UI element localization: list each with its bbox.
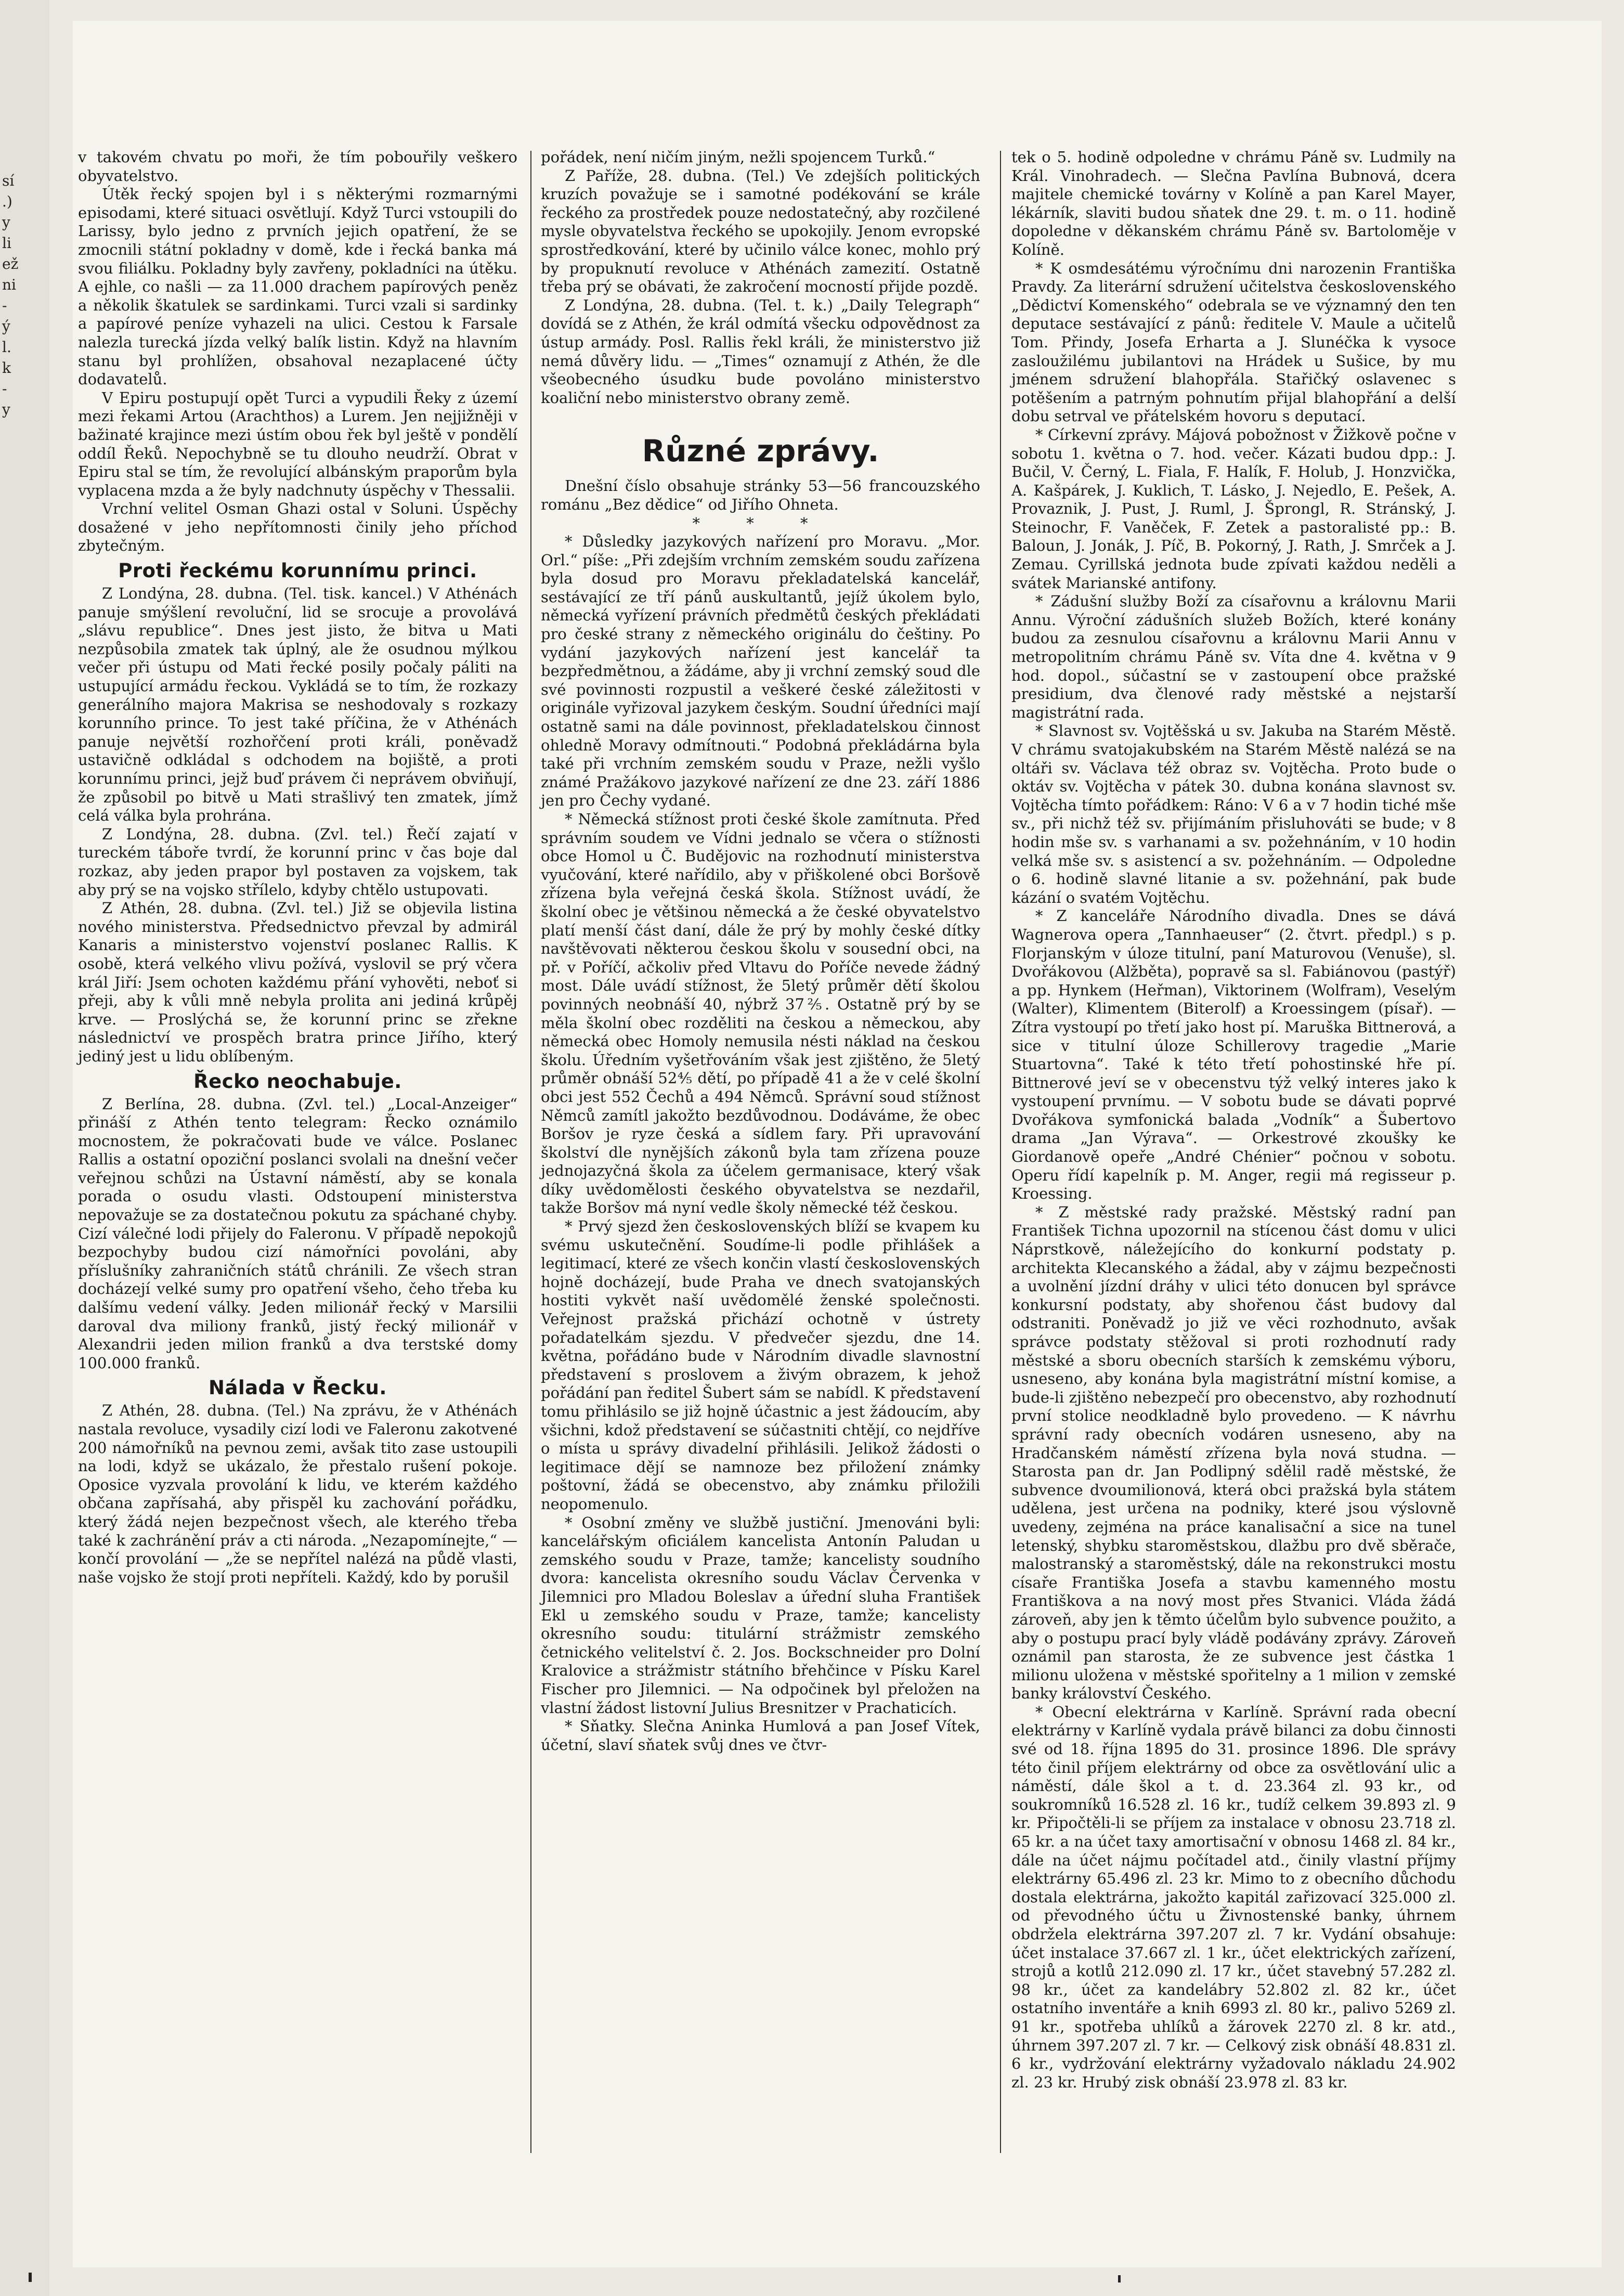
separator-stars: * * *: [692, 514, 829, 532]
margin-fragment: .): [2, 193, 12, 210]
margin-fragment: ni: [2, 276, 16, 293]
margin-fragment: l.: [2, 339, 11, 356]
column-1: [78, 148, 517, 1587]
article-paragraph: * K osmdesátému výročnímu dni narozenin Františka Pravdy. Za literární sdružení učitelstva československého „Dědictví Komenského“ odebrala se ve významný den ten deputace sestávající z pánů: ředitele V. Maule a učitelů Tom. Přindy, Josefa Erharta a J. Slunéčka k vysoce zasloužilému jubilantovi na Hrádek u Sušice, by mu jménem sdružení blahopřála. Stařičký oslavenec s potěšením a patrným pohnutím přijal blahopřání a delší dobu setrval ve přátelském hovoru s deputací.: [1011, 259, 1456, 425]
article-paragraph: Vrchní velitel Osman Ghazi ostal v Soluni. Úspěchy dosažené v jeho nepřítomnosti činily jeho příchod zbytečným.: [78, 500, 517, 555]
article-paragraph: Z Berlína, 28. dubna. (Zvl. tel.) „Local-Anzeiger“ přináší z Athén tento telegram: Řecko oznámilo mocnostem, že pokračovati bude ve válce. Poslanec Rallis a ostatní opoziční poslanci svolali na dnešní večer veřejnou schůzi na Ústavní náměstí, aby se konala porada o osudu vlasti. Odstoupení ministerstva nepovažuje se za dostatečnou pokutu za spáchané chyby. Cizí válečné lodi přijely do Faleronu. V případě nepokojů bezpochyby budou cizí námořníci povoláni, aby příslušníky zahraničních států chránili. Ze všech stran docházejí velké sumy pro opatření všeho, čeho třeba ku dalšímu vedení války. Jeden milionář řecký v Marsilii daroval dva miliony franků, jistý řecký milionář v Alexandrii jeden milion franků a dva terstské domy 100.000 franků.: [78, 1095, 517, 1372]
newspaper-page: [73, 21, 1602, 2267]
margin-fragment: y: [2, 214, 10, 231]
article-paragraph: * Německá stížnost proti české škole zamítnuta. Před správním soudem ve Vídni jednalo se včera o stížnosti obce Homol u Č. Budějovic na rozhodnutí ministerstva vyučování, které nařídilo, aby v přiškolené obci Boršově zřízena byla veřejná česká škola. Stížnost uvádí, že školní obec je většinou německá a že české obyvatelstvo platí menší část daní, dále že prý by mohly české dítky navštěvovati některou českou školu v sousední obci, na př. v Poříčí, ačkoliv před Vltavu do Poříče nevede žádný most. Dále uvádí stížnost, že 5letý průměr dětí školou povinných neobnáší 40, nýbrž 37⅖. Ostatně prý by se měla školní obec rozděliti na českou a německou, aby německá obec Homoly nemusila nésti náklad na českou školu. Úředním vyšetřováním však jest zjištěno, že 5letý průměr obnáší 52⅘ dětí, po případě 41 a že v celé školní obci jest 552 Čechů a 494 Němců. Správní soud stížnost Němců zamítl jakožto bezdůvodnou. Dodáváme, že obec Boršov je ryze česká a sídlem fary. Při upravování školství dle nynějších zákonů byla tam zřízena pouze jednojazyčná škola za účelem germanisace, který však díky uvědomělosti českého obyvatelstva se nezdařil, takže Boršov má nyní vedle školy německé též českou.: [541, 810, 980, 1217]
article-paragraph: Z Londýna, 28. dubna. (Tel. t. k.) „Daily Telegraph“ dovídá se z Athén, že král odmítá všecku odpovědnost za ústup armády. Posl. Rallis řekl králi, že ministerstvo již nemá důvěry lidu. — „Times“ oznamují z Athén, že dle všeobecného úsudku bude povoláno ministerstvo koaliční nebo ministerstvo obrany země.: [541, 296, 980, 407]
column-rule: [530, 151, 531, 2153]
column-rule: [1000, 151, 1001, 2153]
article-paragraph: Útěk řecký spojen byl i s některými rozmarnými episodami, které situaci osvětlují. Když Turci vstoupili do Larissy, bylo jedno z prvních jejich opatření, že se zmocnili státní pokladny v domě, kde i řecká banka má svou filiálku. Pokladny byly zavřeny, pokladníci na útěku. A ejhle, co našli — za 11.000 drachem papírových peněz a několik škatulek se sardinkami. Turci vzali si sardinky a papírové peníze vyhazeli na ulici. Cestou k Farsale nalezla turecká jízda velký balík listin. Když na hlavním stanu byl prohlížen, obsahoval nezaplacené účty dodavatelů.: [78, 185, 517, 388]
margin-fragment: sí: [2, 172, 15, 189]
article-paragraph: V Epiru postupují opět Turci a vypudili Řeky z území mezi řekami Artou (Arachthos) a Lurem. Jen nejjižněji v bažinaté krajince mezi ústím obou řek byl ještě v pondělí oddíl Řeků. Nepochybně se tu dlouho neudrží. Obrat v Epiru stal se tím, že revolující albánským praporům byla vyplacena mzda a že byly nadchnuty úspěchy v Thessalii.: [78, 388, 517, 499]
article-paragraph: * Zádušní služby Boží za císařovnu a královnu Marii Annu. Výroční zádušních služeb Božích, které konány budou za zesnulou císařovnu a královnu Marii Annu v metropolitním chrámu Páně sv. Víta dne 4. května v 9 hod. dopol., súčastní se v zastoupení obce pražské presidium, dva členové rady městské a nejstarší magistrátní rada.: [1011, 592, 1456, 721]
article-paragraph: tek o 5. hodině odpoledne v chrámu Páně sv. Ludmily na Král. Vinohradech. — Slečna Pavlína Bubnová, dcera majitele chemické továrny v Kolíně a pan Karel Mayer, lékárník, slaviti budou sňatek dne 29. t. m. o 11. hodině dopoledne v děkanském chrámu Páně sv. Bartoloměje v Kolíně.: [1011, 148, 1456, 258]
section-heading: Řecko neochabuje.: [193, 1070, 402, 1093]
article-paragraph: * Sňatky. Slečna Aninka Humlová a pan Josef Vítek, účetní, slaví sňatek svůj dnes ve čtvr-: [541, 1717, 980, 1754]
article-paragraph: pořádek, není ničím jiným, nežli spojencem Turků.“: [541, 148, 936, 166]
margin-fragment: k: [2, 359, 11, 377]
column-3: [1011, 148, 1456, 2092]
margin-fragment: li: [2, 235, 11, 252]
margin-fragment: ý: [2, 318, 10, 335]
article-paragraph: Z Londýna, 28. dubna. (Tel. tisk. kancel.) V Athénách panuje smýšlení revoluční, lid se srocuje a provolává „slávu republice“. Dnes jest jisto, že bitva u Mati nezpůsobila zmatek tak úplný, ale že osudnou mýlkou večer při ústupu od Mati řecké posily počaly páliti na ustupující armádu řeckou. Vykládá se to tím, že rozkazy generálního majora Makrisa se neshodovaly s rozkazy korunního prince. To jest také příčina, že v Athénách panuje největší rozhořčení proti králi, poněvadž ustavičně odkládal s odchodem na bojiště, a proti korunnímu princi, jejž buď právem či neprávem obviňují, že způsobil po bitvě u Mati strašlivý ten zmatek, jímž celá válka byla prohrána.: [78, 585, 517, 825]
section-heading: Proti řeckému korunnímu princi.: [118, 560, 477, 582]
article-paragraph: * Církevní zprávy. Májová pobožnost v Žižkově počne v sobotu 1. května o 7. hod. večer. Kázati budou dpp.: J. Bučil, V. Černý, L. Fiala, F. Halík, F. Holub, J. Honzvička, A. Kašpárek, J. Kuklich, T. Lásko, J. Nejedlo, E. Pešek, A. Provaznik, J. Pust, J. Ruml, J. Šprongl, R. Stránský, J. Steinochr, F. Vaněček, F. Zetek a pastoralisté pp.: B. Baloun, J. Jonák, J. Píč, B. Pokorný, J. Rath, J. Smrček a J. Zemau. Cyrillská jednota bude zpívati každou neděli a svátek Marianské antifony.: [1011, 425, 1456, 592]
article-paragraph: * Osobní změny ve službě justiční. Jmenováni byli: kancelářským oficiálem kancelista Antonín Paludan u zemského soudu v Praze, tamže; kancelisty soudního dvora: kancelista okresního soudu Václav Červenka v Jilemnici pro Mladou Boleslav a úřední sluha František Ekl u zemského soudu v Praze, tamže; kancelisty okresního soudu: titulární strážmistr zemského četnického velitelství č. 2. Jos. Bockschneider pro Dolní Kralovice a strážmistr státního břehčince v Písku Karel Fischer pro Jilemnici. — Na odpočinek byl přeložen na vlastní žádost listovní Julius Bresnitzer v Prachaticích.: [541, 1513, 980, 1717]
margin-fragment: -: [2, 380, 7, 397]
margin-fragments: [2, 172, 23, 421]
article-paragraph: * Z městské rady pražské. Městský radní pan František Tichna upozornil na stícenou část domu v ulici Náprstkově, náležejícího do konkurní podstaty p. architekta Klecanského a žádal, aby v zájmu bezpečnosti a uvolnění jízdní dráhy v ulici této donucen byl správce konkursní podstaty, aby shořenou část budovy dal odstraniti. Poněvadž jo již ve věci rozhodnuto, avšak správce podstaty stěžoval si proti rozhodnutí rady městské a sboru obecních starších k zemskému výboru, usneseno, aby konána byla magistrátní místní komise, a bude-li zjištěno nebezpečí pro obecenstvo, aby rozhodnutí první stolice neodkladně bylo provedeno. — K návrhu správní rady obecních vodáren usneseno, aby na Hradčanském náměstí zřízena byla nová studna. — Starosta pan dr. Jan Podlipný sdělil radě městské, že subvence dvoumilionová, která obci pražská byla státem udělena, jest určena na podniky, které jsou výslovně uvedeny, zejména na práce kanalisační a sice na tunel letenský, shybku staroměstskou, dlažbu pro dvě sběrače, malostranský a staroměstský, dále na rekonstrukci mostu císaře Františka Josefa a stavbu kamenného mostu Františkova a na nový most přes Stvanici. Vláda žádá zároveň, aby jen k těmto účelům bylo subvence použito, a aby o postupu prací byly vládě podávány zprávy. Zároveň oznámil pan starosta, že ze subvence jest částka 1 milionu uložena v městské spořitelny a 1 milion v zemské banky království Českého.: [1011, 1203, 1456, 1703]
section-heading: Nálada v Řecku.: [209, 1377, 387, 1399]
scan-speck: [29, 2273, 32, 2282]
margin-fragment: ež: [2, 255, 19, 273]
section-title: Různé zprávy.: [642, 433, 879, 469]
margin-fragment: -: [2, 297, 7, 314]
article-paragraph: Z Londýna, 28. dubna. (Zvl. tel.) Řečí zajatí v tureckém táboře tvrdí, že korunní princ v čas boje dal rozkaz, aby jeden prapor byl postaven za vojskem, tak aby prý se na vojsko střílelo, kdyby chtělo ustupovati.: [78, 825, 517, 899]
article-paragraph: v takovém chvatu po moři, že tím pobouřily veškero obyvatelstvo.: [78, 148, 517, 185]
article-paragraph: Dnešní číslo obsahuje stránky 53—56 francouzského románu „Bez dědice“ od Jiřího Ohneta.: [541, 477, 980, 513]
article-paragraph: Z Athén, 28. dubna. (Tel.) Na zprávu, že v Athénách nastala revoluce, vysadily cizí lodi ve Faleronu zakotvené 200 námořníků na pevnou zemi, avšak tito zase ustoupili na lodi, když se ukázalo, že přestalo rušení pokoje. Oposice vyzvala provolání k lidu, ve kterém každého občana zapřísahá, aby přispěl ku zachování pořádku, který žádá nejen bezpečnost všech, ale kterého třeba také k zachránění práv a cti národa. „Nezapomínejte,“ — končí provolání — „že se nepřítel nalézá na půdě vlasti, naše vojsko že stojí proti nepříteli. Každý, kdo by porušil: [78, 1402, 517, 1586]
article-paragraph: * Z kanceláře Národního divadla. Dnes se dává Wagnerova opera „Tannhaeuser“ (2. čtvrt. předpl.) s p. Florjanským v úloze titulní, paní Maturovou (Venuše), sl. Dvořákovou (Alžběta), popravě sa sl. Fabiánovou (pastýř) a pp. Hynkem (Heřman), Viktorinem (Wolfram), Veselým (Walter), Klimentem (Biterolf) a Kroessingem (písař). — Zítra vystoupí po třetí jako host pí. Maruška Bittnerová, a sice v titulní úloze Schillerovy tragedie „Marie Stuartovna“. Také k této třetí pohostinské hře pí. Bittnerové jeví se v obecenstvu týž velký interes jako k vystoupení prvnímu. — V sobotu bude se dávati poprvé Dvořákova symfonická balada „Vodník“ a Šubertovo drama „Jan Výrava“. — Orkestrové zkoušky ke Giordanově opeře „André Chénier“ počnou v sobotu. Operu řídí kapelník p. M. Anger, regii má regisseur p. Kroessing.: [1011, 907, 1456, 1203]
article-paragraph: * Obecní elektrárna v Karlíně. Správní rada obecní elektrárny v Karlíně vydala právě bilanci za dobu činnosti své od 18. října 1895 do 31. prosince 1896. Dle správy této činil příjem elektrárny od obce za osvětlování ulic a náměstí, dále škol a t. d. 23.364 zl. 93 kr., od soukromníků 16.528 zl. 16 kr., tudíž celkem 39.893 zl. 9 kr. Připočtěli-li se příjem za instalace v obnosu 23.718 zl. 65 kr. a na účet taxy amortisační v obnosu 1468 zl. 84 kr., dále na účet nájmu počítadel atd., činily vlastní příjmy elektrárny 65.496 zl. 23 kr. Mimo to z obecního důchodu dostala elektrárna, jakožto kapitál zařizovací 325.000 zl. od převodného účtu u Živnostenské banky, úhrnem obdržela elektrárna 397.207 zl. 7 kr. Vydání obsahuje: účet instalace 37.667 zl. 1 kr., účet elektrických zařízení, strojů a kotlů 212.090 zl. 17 kr., účet stavebný 57.282 zl. 98 kr., účet za kandelábry 52.802 zl. 82 kr., účet ostatního inventáře a knih 6993 zl. 80 kr., palivo 5269 zl. 91 kr., spotřeba uhlíků a žárovek 2270 zl. 8 kr. atd., úhrnem 397.207 zl. 7 kr. — Celkový zisk obnáší 48.831 zl. 6 kr., vydržování elektrárny vyžadovalo nákladu 24.902 zl. 23 kr. Hrubý zisk obnáší 23.978 zl. 83 kr.: [1011, 1703, 1456, 2091]
column-2: [541, 148, 980, 1754]
article-paragraph: Z Athén, 28. dubna. (Zvl. tel.) Již se objevila listina nového ministerstva. Předsednictvo převzal by admirál Kanaris a ministerstvo vojenství poslanec Rallis. K osobě, která velkého vlivu požívá, vyslovil se prý včera král Jiří: Jsem ochoten každému přání vyhověti, neboť si přeji, aby k vůli mně nebyla prolita ani jediná krůpěj krve. — Proslýchá se, že korunní princ se zřekne následnictví ve prospěch bratra prince Jiřího, který jediný jest u lidu oblíbeným.: [78, 899, 517, 1065]
article-paragraph: * Prvý sjezd žen československých blíží se kvapem ku svému uskutečnění. Soudíme-li podle přihlášek a legitimací, které ze všech končin vlastí československých hojně docházejí, bude Praha ve dnech svatojanských hostiti vykvět naší uvědomělé ženské společnosti. Veřejnost pražská přichází ochotně v ústrety pořadatelkám sjezdu. V předvečer sjezdu, dne 14. května, pořádáno bude v Národním divadle slavnostní představení s proslovem a živým obrazem, k jehož pořádání pan ředitel Šubert sám se nabídl. K představení tomu přihlásilo se již hojně účastnic a jest žádoucím, aby všichni, kdož představení se súčastniti chtějí, co nejdříve o místa u správy divadelní přihlásili. Jelikož žádosti o legitimace dějí se namnoze bez přiložení známky poštovní, žádá se obecenstvo, aby známku přiložili neopomenulo.: [541, 1217, 980, 1513]
article-paragraph: Z Paříže, 28. dubna. (Tel.) Ve zdejších politických kruzích považuje se i samotné podékování se krále řeckého za prostředek pouze nedostatečný, aby rozčilené mysle obyvatelstva řeckého se upokojily. Jenom evropské sprostředkování, které by učinilo válce konec, mohlo prý by propuknutí revoluce v Athénách zamezití. Ostatně třeba prý se obávati, že zakročení mocností přijde pozdě.: [541, 166, 980, 296]
article-paragraph: * Slavnost sv. Vojtěšská u sv. Jakuba na Starém Městě. V chrámu svatojakubském na Starém Městě nalézá se na oltáři sv. Václava též obraz sv. Vojtěcha. Proto bude o oktáv sv. Vojtěcha v pátek 30. dubna konána slavnost sv. Vojtěcha tímto pořádkem: Ráno: V 6 a v 7 hodin tiché mše sv., při nichž též sv. přijímáním přisluhováti se bude; v 8 hodin mše sv. s varhanami a sv. požehnáním, v 10 hodin velká mše sv. s asistencí a sv. požehnáním. — Odpoledne o 6. hodině slavné litanie a sv. požehnání, pak bude kázání o svatém Vojtěchu.: [1011, 722, 1456, 906]
scan-speck: [1118, 2275, 1121, 2282]
article-paragraph: * Důsledky jazykových nařízení pro Moravu. „Mor. Orl.“ píše: „Při zdejším vrchním zemském soudu zařízena byla dosud pro Moravu překladatelská kancelář, sestávající ze tří pánů auskultantů, jejíž úkolem bylo, německá vyřízení právních předmětů českých překládati pro české strany z německého originálu do češtiny. Po vydání jazykových nařízení jest kancelář ta bezpředmětnou, a žádáme, aby ji vrchní zemský soud dle své povinnosti rozpustil a veškeré české záležitosti v originále vyřizoval jazykem českým. Soudní úředníci mají ostatně sami na dále povinnost, překladatelskou činnost ohledně Moravy odmítnouti.“ Podobná překládárna byla také při vrchním zemském soudu v Praze, nežli vyšlo známé Pražákovo jazykové nařízení ze dne 23. září 1886 jen pro Čechy vydané.: [541, 533, 980, 810]
margin-fragment: y: [2, 401, 10, 418]
